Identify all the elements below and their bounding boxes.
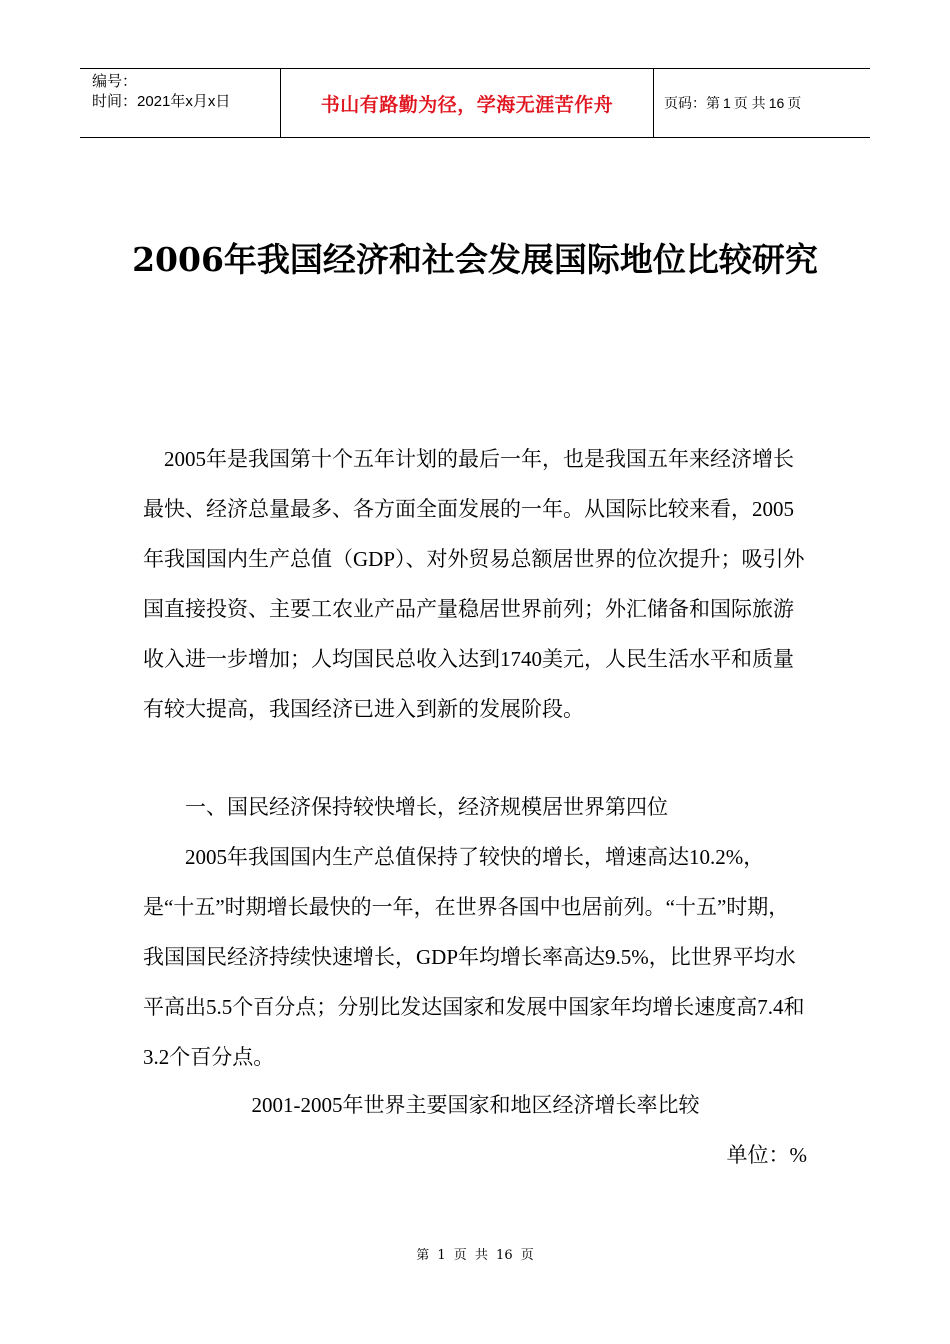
page-total: 16 [768,95,785,111]
document-time-label: 时间：2021年x月x日 [92,93,231,110]
page-prefix: 页码：第 [664,95,720,111]
page-suffix: 页 [787,95,802,111]
document-header [80,68,870,138]
page-current: 1 [723,95,731,111]
intro-paragraph: 2005年是我国第十个五年计划的最后一年，也是我国五年来经济增长最快、经济总量最多、各方面全面发展的一年。从国际比较来看，2005年我国国内生产总值（GDP）、对外贸易总额居世界的位次提升；吸引外国直接投资、主要工农业产品产量稳居世界前列；外汇储备和国际旅游收入进一步增加；人均国民总收入达到1740美元，人民生活水平和质量有较大提高，我国经济已进入到新的发展阶段。 [143,447,805,721]
header-page-info [654,69,870,137]
page-mid: 页 共 [733,95,766,111]
table-caption: 2001-2005年世界主要国家和地区经济增长率比较 [251,1093,700,1117]
document-number-label: 编号： [92,73,138,90]
section-paragraph: 2005年我国国内生产总值保持了较快的增长，增速高达10.2%，是“十五”时期增长最快的一年，在世界各国中也居前列。“十五”时期，我国国民经济持续快速增长，GDP年均增长率高达9.5%，比世界平均水平高出5.5个百分点；分别比发达国家和发展中国家年均增长速度高7.4和3.2个百分点。 [143,845,805,1069]
unit-label: 单位：% [726,1143,807,1167]
document-title: 2006年我国经济和社会发展国际地位比较研究 [132,240,818,279]
page-footer: 第 1 页 共 16 页 [416,1248,534,1263]
section-heading: 一、国民经济保持较快增长，经济规模居世界第四位 [185,795,668,819]
header-meta-cell [80,69,281,137]
header-motto: 书山有路勤为径，学海无涯苦作舟 [281,69,654,137]
